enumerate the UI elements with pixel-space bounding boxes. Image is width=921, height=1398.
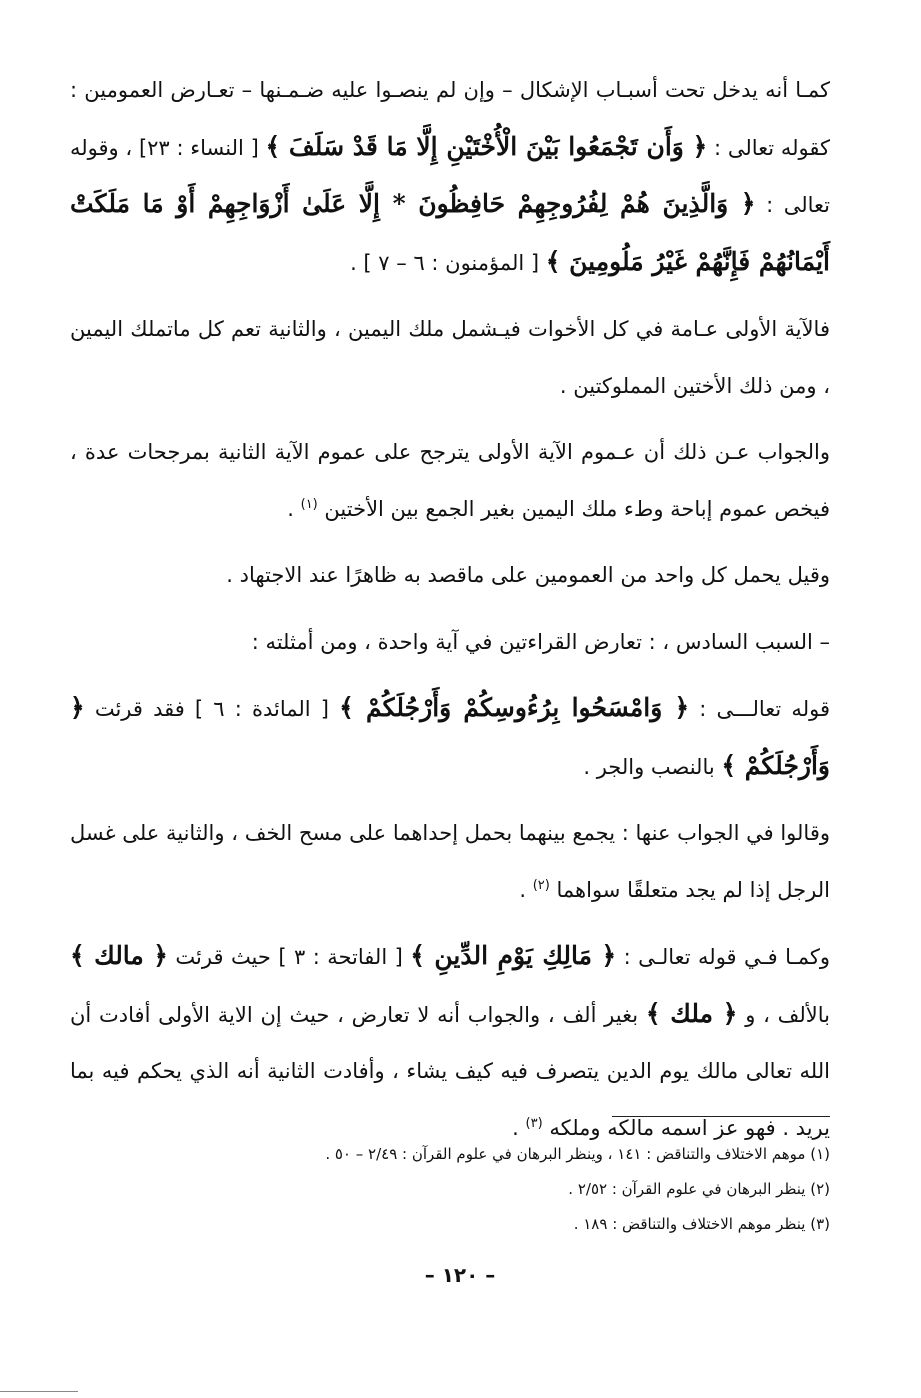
footnote: (١) موهم الاختلاف والتناقض : ١٤١ ، وينظر البرهان في علوم القرآن : ٢/٤٩ – ٥٠ . — [325, 1145, 830, 1163]
paragraph-text: قوله تعالـــى : — [689, 697, 830, 721]
paragraph-2 — [70, 301, 830, 414]
paragraph-5 — [70, 614, 830, 671]
paragraph-text: وقالوا في الجواب عنها : يجمع بينهما بحمل إحداهما على مسح الخف ، والثانية على غسل الرجل إذا لم يجد متعلقًا سواهما — [70, 821, 830, 902]
quran-verse: ﴿ مَالِكِ يَوْمِ الدِّينِ ﴾ — [410, 941, 617, 970]
quran-verse: ﴿ مالك ﴾ — [70, 941, 168, 970]
quran-verse: ﴿ ملك ﴾ — [645, 998, 738, 1028]
paragraph-text: بغير ألف ، والجواب أنه لا تعارض ، حيث إن الاية الأولى أفادت أن الله تعالى مالك يوم الدين يتصرف فيه كيف يشاء ، وأفادت الثانية أنه الذي يحكم فيه بما يريد . فهو عز اسمه مالكه وملكه — [70, 1002, 830, 1140]
paragraph-text: . — [519, 877, 533, 902]
footnotes — [70, 1137, 830, 1242]
footnote-marker: (٣) — [525, 1115, 543, 1131]
verse-reference: [ المؤمنون : ٦ – ٧ ] . — [350, 250, 546, 275]
paragraph-text: وكمـا فـي قوله تعالـى : — [616, 945, 831, 969]
verse-reference: [ النساء : ٢٣] ، وقوله تعالى : — [70, 135, 830, 217]
paragraph-text: . — [512, 1115, 526, 1140]
paragraph-7 — [70, 805, 830, 918]
footnote-marker: (١) — [300, 496, 318, 512]
verse-reference: [ الفاتحة : ٣ ] حيث قرئت — [167, 945, 411, 969]
paragraph-text: بالنصب والجر . — [583, 754, 722, 779]
verse-reference: [ المائدة : ٦ ] فقد قرئت — [84, 697, 340, 721]
footnote-marker: (٢) — [532, 877, 550, 893]
main-text — [70, 62, 830, 1156]
scan-edge-line — [0, 1391, 78, 1392]
paragraph-text: كمـا أنه يدخل تحت أسبـاب الإشكال – وإن لم ينصـوا عليه ضـمـنها – تعـارض العمومين : كقوله تعالى : — [70, 78, 830, 160]
footnote-separator — [612, 1116, 830, 1117]
quran-verse: ﴿ وَالَّذِينَ هُمْ لِفُرُوجِهِمْ حَافِظُونَ * إِلَّا عَلَىٰ أَزْوَاجِهِمْ أَوْ مَا مَلَكَتْ أَيْمَانُهُمْ فَإِنَّهُمْ غَيْرُ مَلُومِينَ ﴾ — [70, 189, 830, 276]
footnote: (٣) ينظر موهم الاختلاف والتناقض : ١٨٩ . — [573, 1215, 830, 1233]
page-number: – ١٢٠ – — [424, 1263, 496, 1287]
section-heading: – السبب السادس ، : تعارض القراءتين في آية واحدة ، ومن أمثلته : — [251, 629, 830, 654]
paragraph-text: وقيل يحمل كل واحد من العمومين على ماقصد به ظاهرًا عند الاجتهاد . — [226, 563, 830, 587]
paragraph-1 — [70, 62, 830, 291]
paragraph-text: فالآية الأولى عـامة في كل الأخوات فيـشمل ملك اليمين ، والثانية تعم كل ماتملك اليمين ، ومن ذلك الأختين المملوكتين . — [70, 317, 830, 398]
paragraph-text: والجواب عـن ذلك أن عـموم الآية الأولى يترجح على عموم الآية الثانية بمرجحات عدة ، فيخص عموم إباحة وطء ملك اليمين بغير الجمع بين الأختين — [70, 440, 830, 521]
paragraph-text: . — [287, 496, 301, 521]
quran-verse: ﴿ وَامْسَحُوا بِرُءُوسِكُمْ وَأَرْجُلَكُمْ ﴾ — [339, 693, 690, 722]
paragraph-3 — [70, 424, 830, 537]
footnote: (٢) ينظر البرهان في علوم القرآن : ٢/٥٢ . — [568, 1180, 830, 1198]
paragraph-6 — [70, 680, 830, 795]
paragraph-text: بالألف ، و — [737, 1002, 830, 1027]
quran-verse: ﴿ وَأَن تَجْمَعُوا بَيْنَ الْأُخْتَيْنِ إِلَّا مَا قَدْ سَلَفَ ﴾ — [265, 131, 708, 161]
paragraph-4 — [70, 547, 830, 604]
paragraph-8 — [70, 928, 830, 1156]
quran-verse: ﴿ وَأَرْجُلَكُمْ ﴾ — [70, 693, 830, 780]
